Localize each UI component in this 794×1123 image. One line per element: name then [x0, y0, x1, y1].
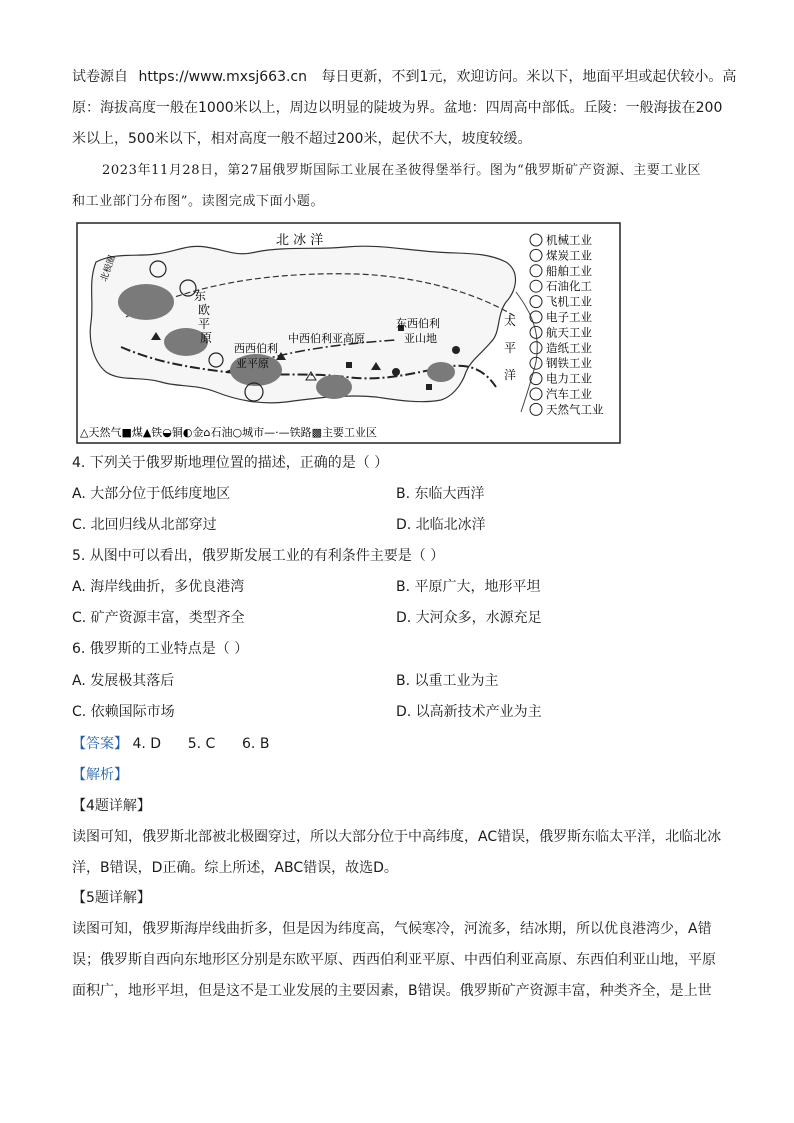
q4-detail-text: 读图可知，俄罗斯北部被北极圈穿过，所以大部分位于中高纬度，AC错误，俄罗斯东临太平洋，北临北冰洋，B错误，D正确。综上所述，ABC错误，故选D。: [72, 829, 722, 876]
answer-row: [72, 735, 269, 753]
q6-option-c: C. 依赖国际市场: [72, 704, 175, 720]
q4-option-b: B. 东临大西洋: [396, 486, 485, 502]
label-west-sib-1: 西西伯利: [234, 342, 278, 355]
legend-label: 石油化工: [546, 279, 592, 294]
coal-icon: [426, 384, 432, 390]
legend-label: 电子工业: [546, 310, 592, 324]
analysis-label: 【解析】: [72, 767, 128, 783]
source-text: 试卷源自: [72, 69, 128, 85]
label-east-eu-4: 原: [200, 331, 213, 345]
legend-label: 造纸工业: [546, 340, 592, 355]
industrial-region-kuzbass: [316, 375, 352, 399]
russia-outline: [90, 246, 515, 403]
q5-option-a: A. 海岸线曲折，多优良港湾: [72, 579, 245, 595]
label-pacific-1: 太: [504, 314, 517, 328]
question-5-stem: 5. 从图中可以看出，俄罗斯发展工业的有利条件主要是（ ）: [72, 548, 445, 564]
label-central-sib: 中西伯利亚高原: [288, 332, 365, 345]
coal-icon: [346, 362, 352, 368]
intro-line-1: [72, 68, 736, 86]
label-east-eu-2: 欧: [198, 303, 211, 317]
copper-icon: [392, 368, 400, 376]
q5-detail-heading: 【5题详解】: [72, 890, 151, 906]
legend-label: 煤炭工业: [546, 248, 592, 263]
legend-label: 船舶工业: [546, 263, 592, 278]
label-arctic: 北 冰 洋: [276, 233, 324, 248]
material-line-1: 2023年11月28日，第27届俄罗斯国际工业展在圣彼得堡举行。图为“俄罗斯矿产资源、主要工业区: [102, 163, 702, 178]
legend-label: 机械工业: [546, 233, 592, 247]
q5-option-d: D. 大河众多，水源充足: [396, 610, 542, 626]
label-east-eu-1: 东: [194, 289, 207, 303]
q4-option-c: C. 北回归线从北部穿过: [72, 517, 217, 533]
legend-label: 钢铁工业: [546, 356, 592, 371]
q6-option-d: D. 以高新技术产业为主: [396, 704, 542, 720]
industrial-region-far-east: [427, 362, 455, 382]
source-url[interactable]: https://www.mxsj663.cn: [138, 69, 307, 85]
label-west-sib-2: 亚平原: [236, 357, 269, 370]
legend-label: 飞机工业: [546, 294, 592, 309]
label-arctic-circle: 北极圈: [99, 254, 119, 284]
question-6-stem: 6. 俄罗斯的工业特点是（ ）: [72, 641, 249, 657]
intro-line-2: 原：海拔高度一般在1000米以上，周边以明显的陡坡为界。盆地：四周高中部低。丘陵：一般海拔在200: [72, 100, 723, 116]
industrial-region-northwest: [118, 284, 174, 320]
q5-option-b: B. 平原广大，地形平坦: [396, 579, 541, 595]
answer-value: 4. D 5. C 6. B: [132, 736, 270, 752]
legend-label: 电力工业: [546, 371, 592, 386]
q5-detail-text: 读图可知，俄罗斯海岸线曲折多，但是因为纬度高，气候寒冷，河流多，结冰期，所以优良港湾少，A错误；俄罗斯自西向东地形区分别是东欧平原、西西伯利亚平原、中西伯利亚高原、东西伯利亚山地，平原面积广，地形平坦，但是这不是工业发展的主要因素，B错误。俄罗斯矿产资源丰富，种类齐全，是上世: [72, 921, 716, 999]
q5-option-c: C. 矿产资源丰富，类型齐全: [72, 610, 245, 626]
intro-line-1-rest: 每日更新，不到1元，欢迎访问。米以下，地面平坦或起伏较小。高: [321, 69, 737, 85]
label-east-eu-3: 平: [198, 317, 211, 331]
label-pacific-3: 洋: [504, 368, 517, 382]
bottom-legend: △天然气■煤▲铁◒铜◐金⌂石油○城市—·—铁路▩主要工业区: [80, 426, 377, 439]
q4-detail-heading: 【4题详解】: [72, 798, 151, 814]
label-east-sib-1: 东西伯利: [396, 317, 440, 330]
intro-line-3: 米以上，500米以下，相对高度一般不超过200米，起伏不大，坡度较缓。: [72, 131, 532, 147]
label-east-sib-2: 亚山地: [404, 332, 437, 345]
russia-industry-map: [76, 222, 621, 444]
q6-option-b: B. 以重工业为主: [396, 673, 499, 689]
legend-label: 航天工业: [546, 325, 592, 340]
gold-icon: [452, 346, 460, 354]
material-line-2: 和工业部门分布图”。读图完成下面小题。: [72, 194, 325, 209]
legend-label: 天然气工业: [546, 402, 604, 417]
q4-option-d: D. 北临北冰洋: [396, 517, 486, 533]
question-4-stem: 4. 下列关于俄罗斯地理位置的描述，正确的是（ ）: [72, 455, 389, 471]
label-pacific-2: 平: [504, 341, 517, 355]
legend-label: 汽车工业: [546, 387, 592, 401]
answer-label: 【答案】: [72, 736, 128, 752]
q6-option-a: A. 发展极其落后: [72, 673, 175, 689]
q4-option-a: A. 大部分位于低纬度地区: [72, 486, 231, 502]
